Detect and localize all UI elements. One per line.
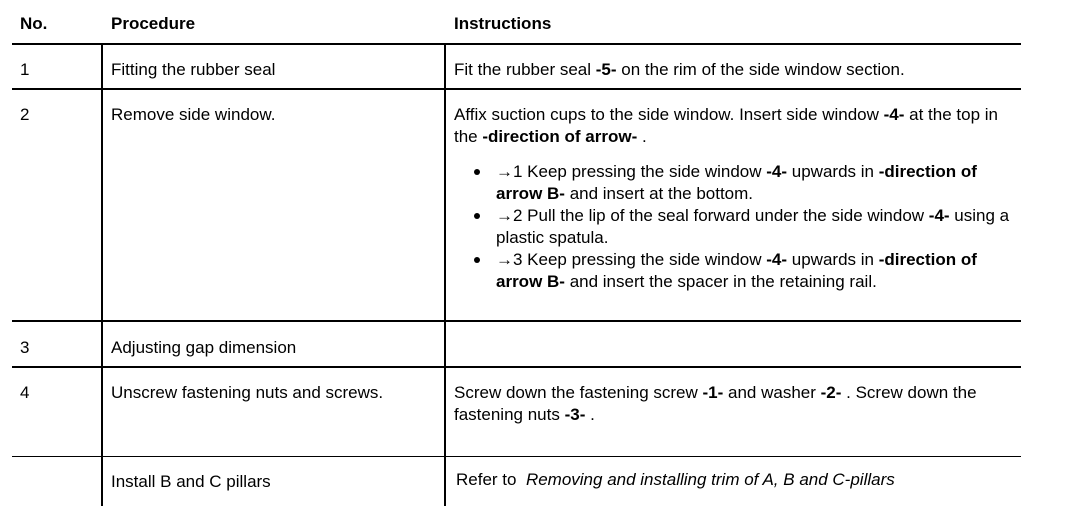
header-rule [12, 43, 1021, 45]
row-divider [12, 320, 1021, 322]
text: →3 Keep pressing the side window [496, 250, 767, 269]
bullet-icon [474, 169, 480, 175]
text: Affix suction cups to the side window. Insert side window [454, 105, 884, 124]
part-number: -1- [702, 383, 724, 402]
header-instructions: Instructions [454, 14, 552, 33]
row-3-number: 3 [20, 338, 30, 357]
part-number: -3- [564, 405, 586, 424]
text: and washer [723, 383, 821, 402]
row-5-procedure: Install B and C pillars [111, 472, 271, 491]
text: on the rim of the side window section. [616, 60, 905, 79]
row-5-instructions [456, 469, 1016, 491]
text: →2 Pull the lip of the seal forward under the side window [496, 206, 929, 225]
part-number: -4- [928, 206, 950, 225]
row-3-procedure: Adjusting gap dimension [111, 338, 297, 357]
column-divider [101, 45, 103, 506]
row-4-number: 4 [20, 383, 30, 402]
direction-label: -direction of arrow B- [496, 250, 977, 291]
row-2-instructions [454, 104, 1014, 148]
refer-to-label: Refer to [456, 470, 517, 489]
row-divider [12, 366, 1021, 368]
list-item [474, 249, 1014, 293]
row-1-instructions [454, 59, 1014, 81]
row-2-procedure: Remove side window. [111, 105, 276, 124]
text: at the top in the [454, 105, 998, 146]
text: Fit the rubber seal [454, 60, 596, 79]
row-1-number: 1 [20, 60, 30, 79]
part-number: -2- [820, 383, 842, 402]
bullet-icon [474, 257, 480, 263]
text: and insert the spacer in the retaining rail. [564, 272, 877, 291]
column-divider [444, 45, 446, 506]
text: and insert at the bottom. [564, 184, 754, 203]
cross-reference-link[interactable]: Removing and installing trim of A, B and C-pillars [525, 470, 895, 489]
text: . [585, 405, 595, 424]
list-item [474, 205, 1014, 249]
part-number: -4- [883, 105, 905, 124]
part-number: -5- [595, 60, 617, 79]
row-4-procedure: Unscrew fastening nuts and screws. [111, 383, 384, 402]
header-no: No. [20, 14, 48, 33]
direction-label: -direction of arrow- [482, 127, 638, 146]
part-number: -4- [766, 250, 788, 269]
bullet-icon [474, 213, 480, 219]
list-item [474, 161, 1014, 205]
header-procedure: Procedure [111, 14, 196, 33]
row-2-number: 2 [20, 105, 30, 124]
text: . [637, 127, 647, 146]
text: →1 Keep pressing the side window [496, 162, 767, 181]
part-number: -4- [766, 162, 788, 181]
text: using a plastic spatula. [496, 206, 1010, 247]
text: upwards in [787, 250, 879, 269]
row-2-step-list [474, 161, 1014, 293]
row-divider [12, 88, 1021, 90]
text: . Screw down the fastening nuts [454, 383, 977, 424]
row-4-instructions [454, 382, 1014, 426]
text: upwards in [787, 162, 879, 181]
row-1-procedure: Fitting the rubber seal [111, 60, 276, 79]
direction-label: -direction of arrow B- [496, 162, 977, 203]
row-divider [12, 456, 1021, 457]
text: Screw down the fastening screw [454, 383, 703, 402]
